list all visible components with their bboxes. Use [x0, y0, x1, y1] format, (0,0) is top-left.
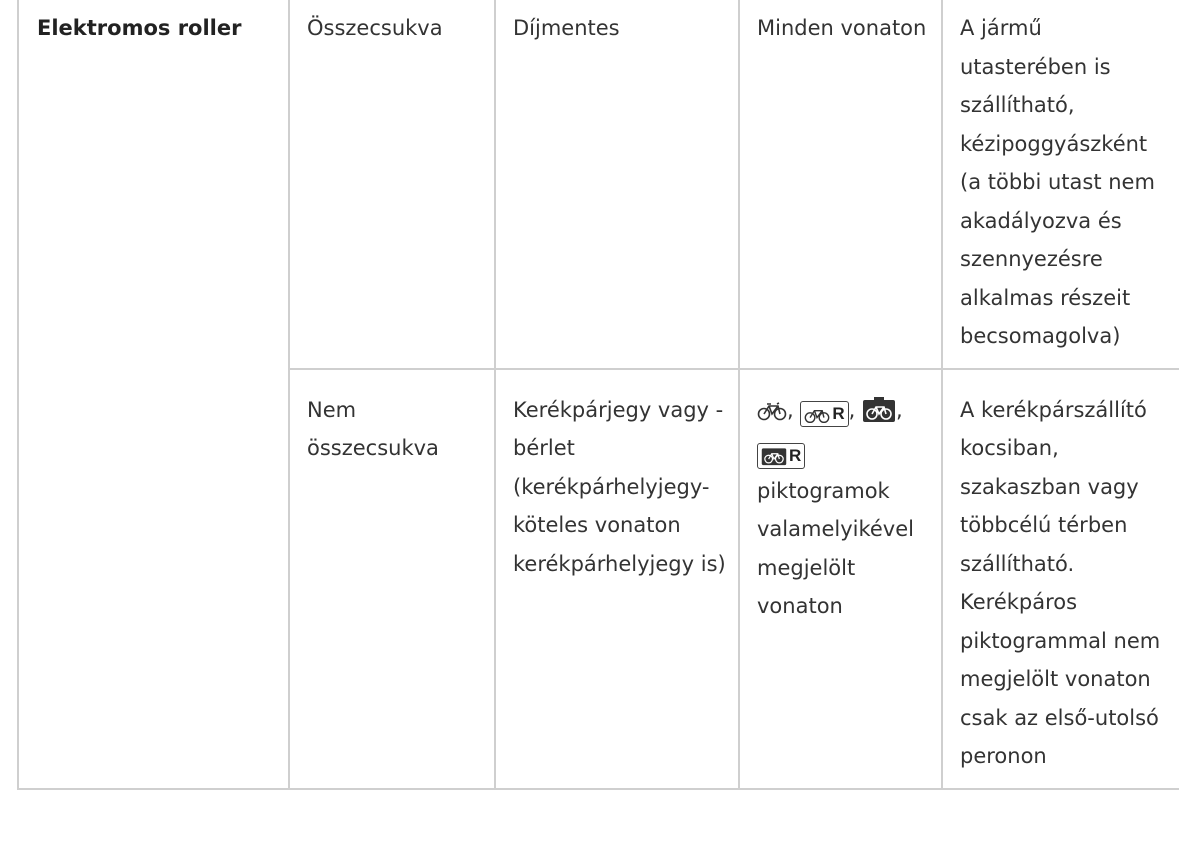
trains-text: piktogramok valamelyikével megjelölt vonaton [757, 478, 914, 618]
vehicle-category-cell [18, 0, 289, 789]
state-text: Összecsukva [307, 16, 443, 40]
state-cell [289, 369, 495, 789]
bicycle-reservation-icon [800, 401, 848, 427]
notes-text: A kerékpárszállító kocsiban, szakaszban vagy többcélú térben szállítható. Kerékpáros piktogrammal nem megjelölt vonaton csak az első-utolsó peronon [960, 397, 1161, 768]
trains-text: Minden vonaton [757, 16, 927, 40]
table-row [18, 0, 1179, 369]
ticket-cell [495, 369, 739, 789]
notes-text: A jármű utasterében is szállítható, kézipoggyászként (a többi utast nem akadályozva és szennyezésre alkalmas részeit becsomagolva) [960, 16, 1155, 348]
state-text: Nem összecsukva [307, 397, 439, 460]
transport-rules-table [17, 0, 1179, 790]
state-cell [289, 0, 495, 369]
pictogram-separator: , [896, 397, 903, 422]
pictogram-list-second-line [757, 433, 805, 472]
bicycle-icon [757, 395, 787, 434]
pictogram-separator: , [787, 397, 794, 422]
notes-cell [942, 369, 1179, 789]
reservation-letter: R [832, 403, 845, 423]
pictogram-separator: , [848, 397, 856, 422]
trains-cell [739, 369, 942, 789]
notes-cell [942, 0, 1179, 369]
pictogram-list [757, 391, 903, 434]
ticket-cell [495, 0, 739, 369]
reservation-letter: R [789, 446, 802, 465]
bicycle-car-reservation-icon [757, 443, 805, 469]
ticket-text: Kerékpárjegy vagy -bérlet (kerékpárhelyjegy-köteles vonaton kerékpárhelyjegy is) [513, 397, 726, 576]
bicycle-car-icon [862, 395, 896, 434]
trains-cell [739, 0, 942, 369]
ticket-text: Díjmentes [513, 16, 620, 40]
vehicle-category: Elektromos roller [37, 16, 242, 40]
